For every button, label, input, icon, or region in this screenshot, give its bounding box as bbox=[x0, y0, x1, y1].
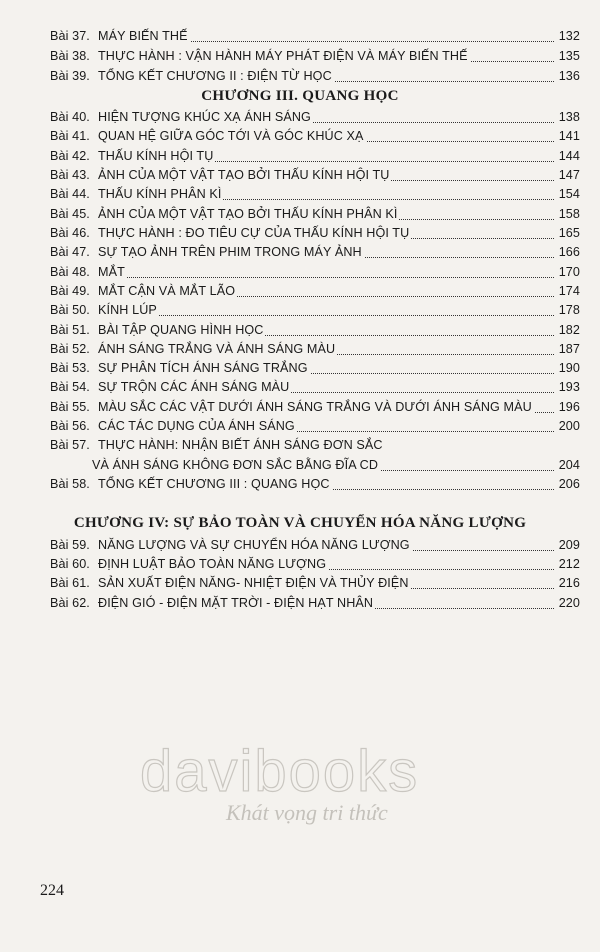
lesson-number: Bài 57. bbox=[50, 438, 90, 452]
page-ref: 170 bbox=[557, 262, 580, 282]
toc-entry bbox=[50, 262, 580, 282]
lesson-title: MÀU SẮC CÁC VẬT DƯỚI ÁNH SÁNG TRẮNG VÀ DƯỚI ÁNH SÁNG MÀU bbox=[98, 397, 534, 417]
toc-entry bbox=[50, 107, 580, 127]
toc-entry bbox=[50, 223, 580, 243]
lesson-number: Bài 41. bbox=[50, 129, 90, 143]
toc-entry bbox=[50, 165, 580, 185]
lesson-title: THỰC HÀNH : VẬN HÀNH MÁY PHÁT ĐIỆN VÀ MÁY BIẾN THẾ bbox=[98, 46, 470, 66]
page-ref: 196 bbox=[557, 397, 580, 417]
toc-entry bbox=[50, 320, 580, 340]
toc-entry bbox=[50, 242, 580, 262]
lesson-number: Bài 55. bbox=[50, 400, 90, 414]
lesson-number: Bài 58. bbox=[50, 477, 90, 491]
lesson-title: THẤU KÍNH PHÂN KÌ bbox=[98, 184, 223, 204]
page-ref: 165 bbox=[557, 223, 580, 243]
lesson-number: Bài 38. bbox=[50, 49, 90, 63]
lesson-title: ĐIỆN GIÓ - ĐIỆN MẶT TRỜI - ĐIỆN HẠT NHÂN bbox=[98, 593, 375, 613]
lesson-title: THẤU KÍNH HỘI TỤ bbox=[98, 146, 215, 166]
page-ref: 216 bbox=[557, 573, 580, 593]
page-ref: 174 bbox=[557, 281, 580, 301]
lesson-number: Bài 54. bbox=[50, 380, 90, 394]
page-ref: 144 bbox=[557, 146, 580, 166]
page-ref: 187 bbox=[557, 339, 580, 359]
page-ref: 193 bbox=[557, 377, 580, 397]
toc-entry bbox=[50, 126, 580, 146]
lesson-title: THỰC HÀNH : ĐO TIÊU CỰ CỦA THẤU KÍNH HỘI TỤ bbox=[98, 223, 411, 243]
lesson-title: BÀI TẬP QUANG HÌNH HỌC bbox=[98, 320, 265, 340]
lesson-title: MẮT bbox=[98, 262, 127, 282]
lesson-number: Bài 44. bbox=[50, 187, 90, 201]
lesson-title: TỔNG KẾT CHƯƠNG III : QUANG HỌC bbox=[98, 474, 332, 494]
toc-entry bbox=[50, 339, 580, 359]
lesson-number: Bài 49. bbox=[50, 284, 90, 298]
lesson-title: VÀ ÁNH SÁNG KHÔNG ĐƠN SẮC BẰNG ĐĨA CD bbox=[92, 455, 380, 475]
lesson-number: Bài 56. bbox=[50, 419, 90, 433]
lesson-number: Bài 62. bbox=[50, 596, 90, 610]
page-ref: 209 bbox=[557, 535, 580, 555]
lesson-number: Bài 61. bbox=[50, 576, 90, 590]
lesson-number: Bài 50. bbox=[50, 303, 90, 317]
lesson-title: ÁNH SÁNG TRẮNG VÀ ÁNH SÁNG MÀU bbox=[98, 339, 337, 359]
toc-entry bbox=[50, 535, 580, 555]
page-ref: 147 bbox=[557, 165, 580, 185]
lesson-number: Bài 60. bbox=[50, 557, 90, 571]
toc-entry bbox=[50, 377, 580, 397]
lesson-title: THỰC HÀNH: NHẬN BIẾT ÁNH SÁNG ĐƠN SẮC bbox=[98, 435, 385, 455]
lesson-title: ẢNH CỦA MỘT VẬT TẠO BỞI THẤU KÍNH HỘI TỤ bbox=[98, 165, 391, 185]
lesson-number: Bài 52. bbox=[50, 342, 90, 356]
page-ref: 132 bbox=[557, 26, 580, 46]
toc-entry-continuation bbox=[50, 455, 580, 475]
lesson-title: HIỆN TƯỢNG KHÚC XẠ ÁNH SÁNG bbox=[98, 107, 313, 127]
lesson-title: QUAN HỆ GIỮA GÓC TỚI VÀ GÓC KHÚC XẠ bbox=[98, 126, 366, 146]
lesson-title: SẢN XUẤT ĐIỆN NĂNG- NHIỆT ĐIỆN VÀ THỦY ĐIỆN bbox=[98, 573, 411, 593]
watermark-tagline: Khát vọng tri thức bbox=[226, 800, 388, 825]
toc-entry bbox=[50, 26, 580, 46]
chapter-heading: CHƯƠNG IV: SỰ BẢO TOÀN VÀ CHUYỂN HÓA NĂNG LƯỢNG bbox=[73, 515, 527, 531]
page-ref: 141 bbox=[557, 126, 580, 146]
toc-entry bbox=[50, 66, 580, 86]
lesson-title: NĂNG LƯỢNG VÀ SỰ CHUYỂN HÓA NĂNG LƯỢNG bbox=[98, 535, 412, 555]
page-ref: 182 bbox=[557, 320, 580, 340]
lesson-title: KÍNH LÚP bbox=[98, 300, 159, 320]
lesson-number: Bài 42. bbox=[50, 149, 90, 163]
lesson-title: MẮT CẬN VÀ MẮT LÃO bbox=[98, 281, 237, 301]
lesson-title: SỰ TẠO ẢNH TRÊN PHIM TRONG MÁY ẢNH bbox=[98, 242, 364, 262]
page-ref: 206 bbox=[557, 474, 580, 494]
page-ref: 190 bbox=[557, 358, 580, 378]
lesson-number: Bài 43. bbox=[50, 168, 90, 182]
watermark-logo: davibooks bbox=[140, 739, 420, 804]
toc-entry bbox=[50, 593, 580, 613]
toc-entry bbox=[50, 474, 580, 494]
toc-entry bbox=[50, 573, 580, 593]
lesson-title: SỰ TRỘN CÁC ÁNH SÁNG MÀU bbox=[98, 377, 291, 397]
page-ref: 200 bbox=[557, 416, 580, 436]
toc-entry bbox=[50, 300, 580, 320]
page-ref: 178 bbox=[557, 300, 580, 320]
toc-entry bbox=[50, 435, 580, 455]
page-ref: 135 bbox=[557, 46, 580, 66]
toc-entry bbox=[50, 204, 580, 224]
toc-entry bbox=[50, 184, 580, 204]
chapter-heading: CHƯƠNG III. QUANG HỌC bbox=[201, 88, 399, 104]
page-ref: 212 bbox=[557, 554, 580, 574]
toc-entry bbox=[50, 554, 580, 574]
lesson-number: Bài 40. bbox=[50, 110, 90, 124]
lesson-title: TỔNG KẾT CHƯƠNG II : ĐIỆN TỪ HỌC bbox=[98, 66, 334, 86]
page-ref: 220 bbox=[557, 593, 580, 613]
lesson-title: SỰ PHÂN TÍCH ÁNH SÁNG TRẮNG bbox=[98, 358, 310, 378]
leader-dots bbox=[98, 277, 554, 278]
toc-entry bbox=[50, 46, 580, 66]
lesson-number: Bài 53. bbox=[50, 361, 90, 375]
lesson-title: ĐỊNH LUẬT BẢO TOÀN NĂNG LƯỢNG bbox=[98, 554, 328, 574]
page-ref: 158 bbox=[557, 204, 580, 224]
toc-entry bbox=[50, 416, 580, 436]
leader-dots bbox=[98, 315, 554, 316]
page-ref: 136 bbox=[557, 66, 580, 86]
page-ref: 138 bbox=[557, 107, 580, 127]
toc-entry bbox=[50, 281, 580, 301]
toc-entry bbox=[50, 358, 580, 378]
lesson-title: CÁC TÁC DỤNG CỦA ÁNH SÁNG bbox=[98, 416, 297, 436]
lesson-number: Bài 46. bbox=[50, 226, 90, 240]
page-ref: 204 bbox=[557, 455, 580, 475]
lesson-number: Bài 37. bbox=[50, 29, 90, 43]
toc-entry bbox=[50, 146, 580, 166]
lesson-number: Bài 45. bbox=[50, 207, 90, 221]
page-ref: 154 bbox=[557, 184, 580, 204]
lesson-title: ẢNH CỦA MỘT VẬT TẠO BỞI THẤU KÍNH PHÂN KÌ bbox=[98, 204, 399, 224]
lesson-title: MÁY BIẾN THẾ bbox=[98, 26, 190, 46]
page-ref: 166 bbox=[557, 242, 580, 262]
page-number: 224 bbox=[40, 882, 64, 899]
lesson-number: Bài 59. bbox=[50, 538, 90, 552]
lesson-number: Bài 47. bbox=[50, 245, 90, 259]
lesson-number: Bài 51. bbox=[50, 323, 90, 337]
toc-entry bbox=[50, 397, 580, 417]
lesson-number: Bài 39. bbox=[50, 69, 90, 83]
lesson-number: Bài 48. bbox=[50, 265, 90, 279]
